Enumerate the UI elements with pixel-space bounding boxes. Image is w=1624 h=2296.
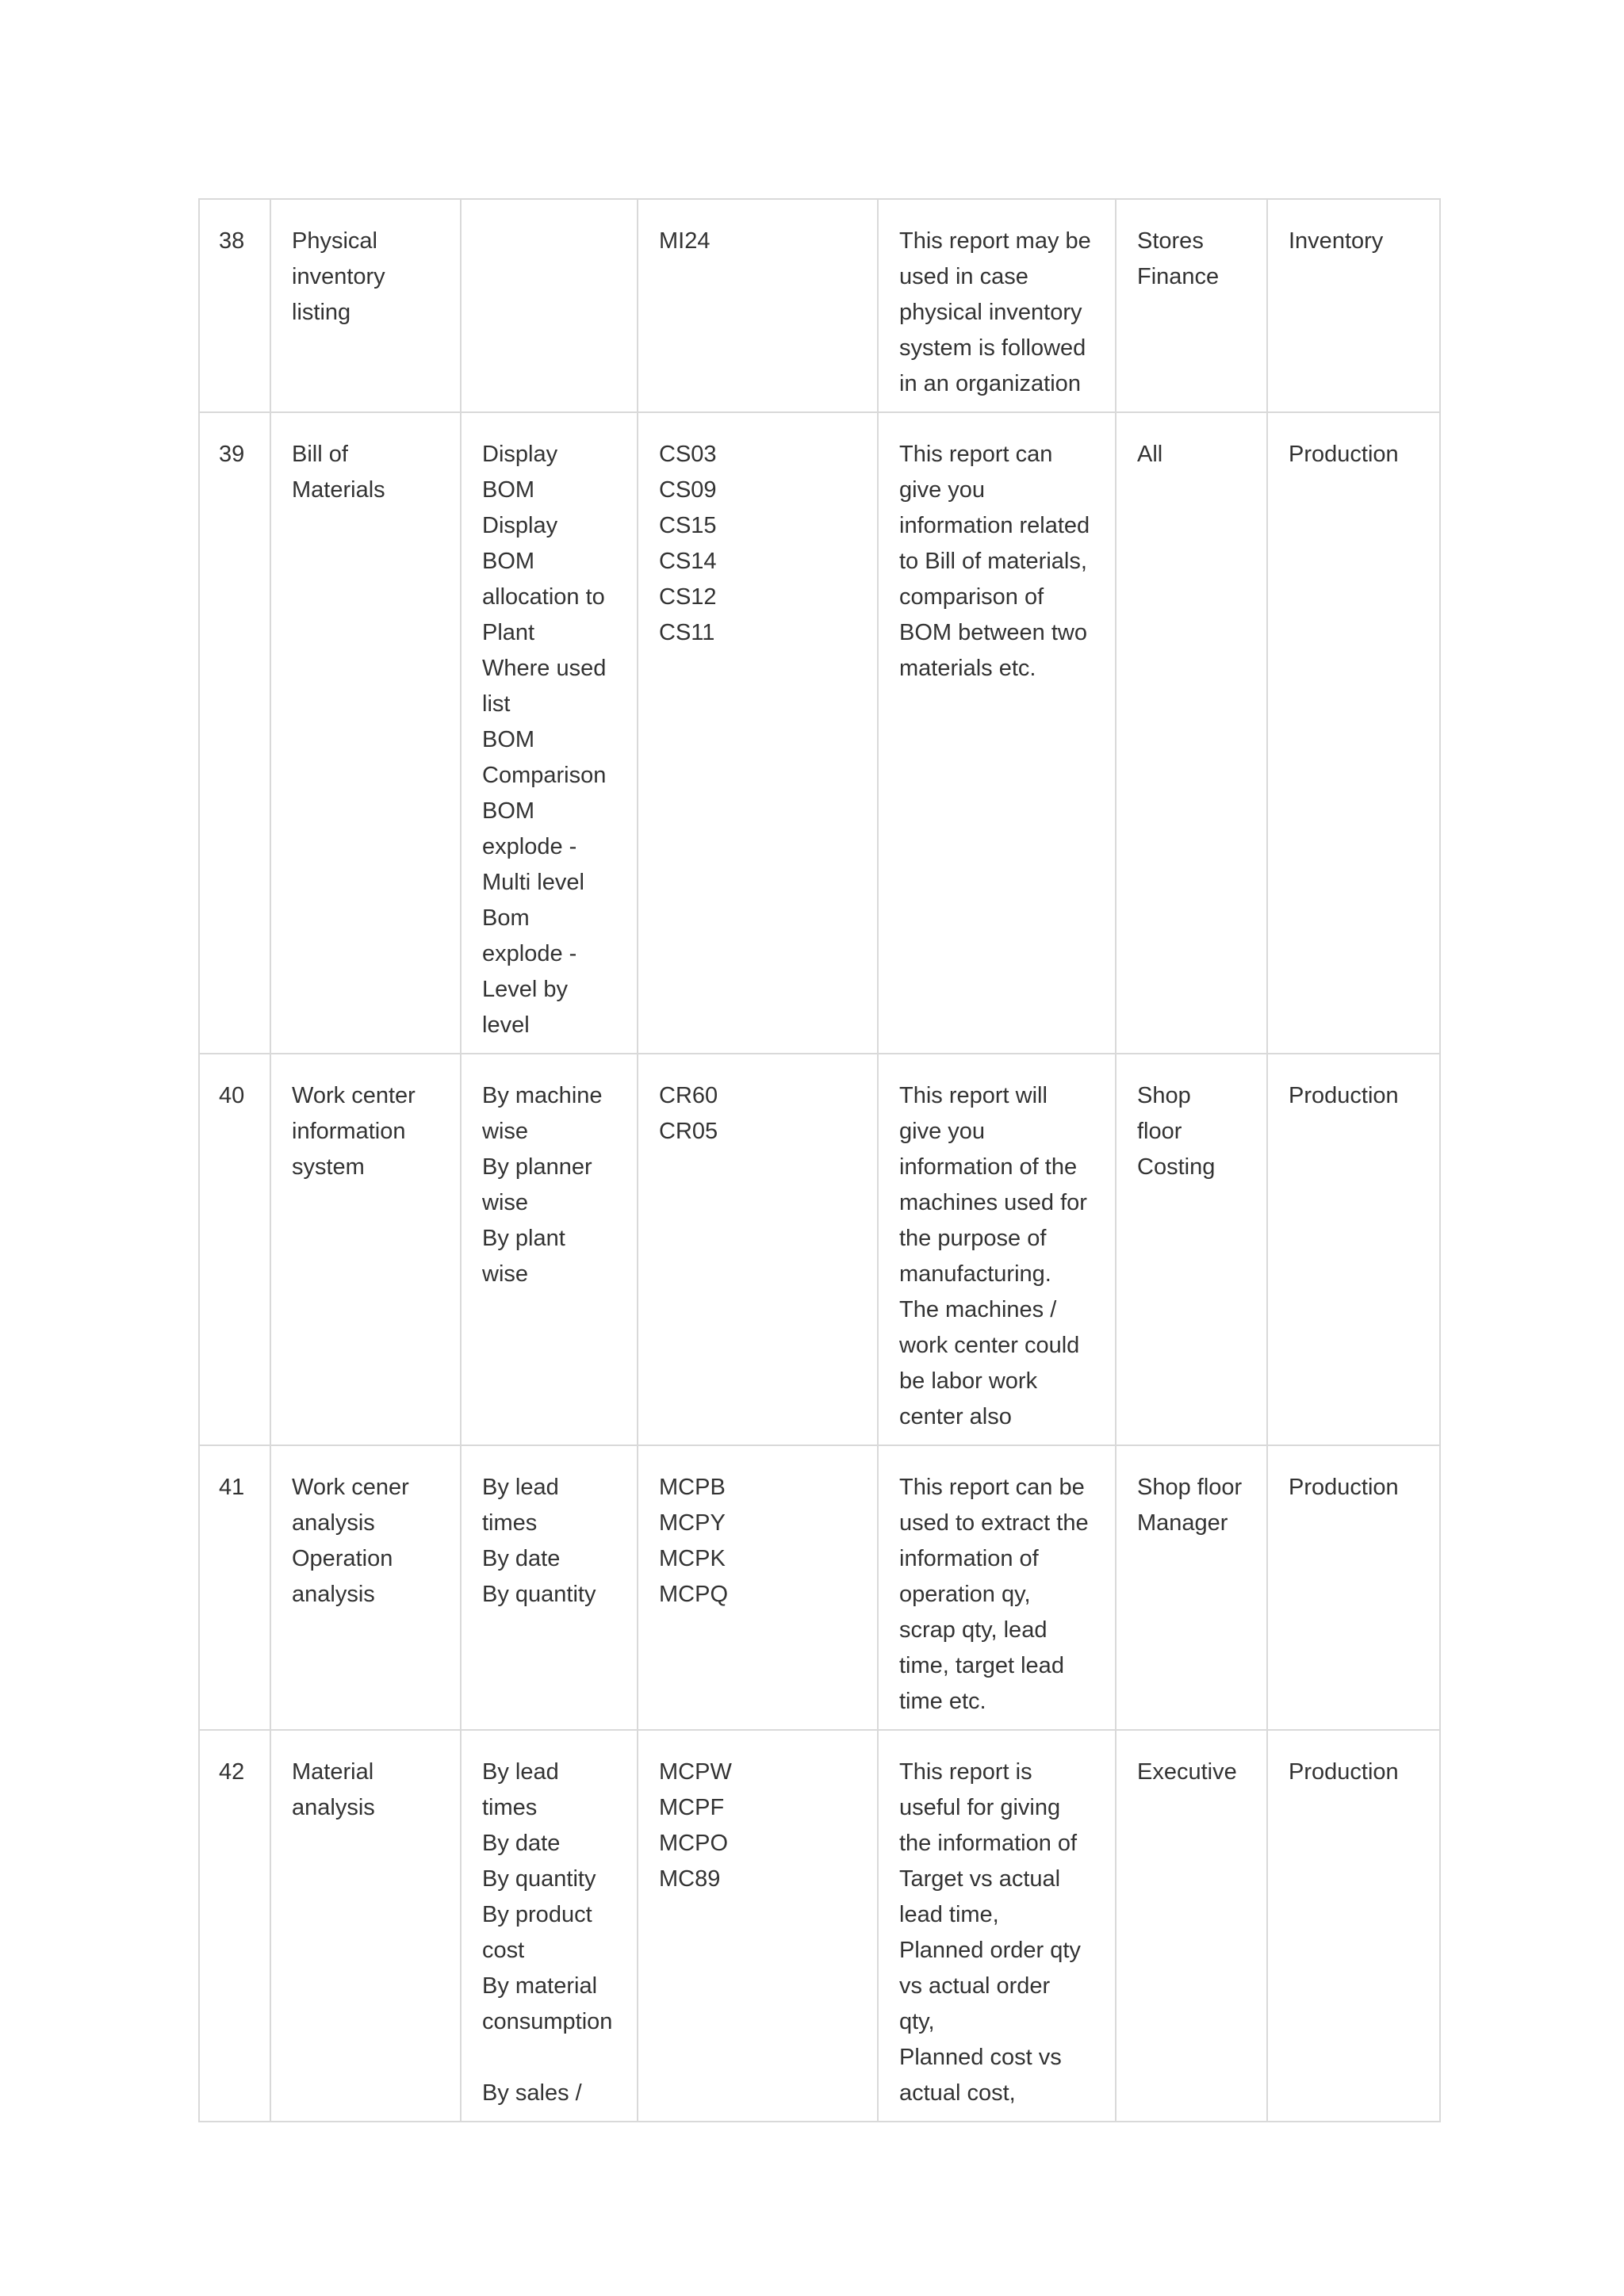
description-line: the information of bbox=[899, 1831, 1078, 1856]
report-options-line: Display bbox=[482, 513, 558, 538]
description-line: This report will bbox=[899, 1083, 1048, 1108]
transaction-codes-line: MCPY bbox=[659, 1510, 726, 1536]
users-line: All bbox=[1137, 442, 1163, 467]
users-line: Finance bbox=[1137, 264, 1220, 289]
description-line: give you bbox=[899, 1119, 986, 1144]
row-number: 42 bbox=[219, 1759, 245, 1785]
transaction-codes-line: CS03 bbox=[659, 442, 717, 467]
transaction-codes-line: MCPQ bbox=[659, 1582, 728, 1607]
report-options-line: wise bbox=[482, 1190, 529, 1215]
row-number-cell bbox=[199, 412, 270, 1054]
module-cell bbox=[1267, 1445, 1440, 1730]
report-options-line: By quantity bbox=[482, 1582, 596, 1607]
report-options-line: cost bbox=[482, 1938, 525, 1963]
description-line: qty, bbox=[899, 2009, 935, 2034]
transaction-codes-cell bbox=[638, 1054, 878, 1445]
row-number-cell bbox=[199, 199, 270, 412]
report-options-line: BOM bbox=[482, 727, 535, 752]
module-line: Production bbox=[1289, 1083, 1399, 1108]
description-line: time, target lead bbox=[899, 1653, 1064, 1678]
row-number: 38 bbox=[219, 228, 245, 254]
description-line: be labor work bbox=[899, 1368, 1038, 1394]
report-options-line: Display bbox=[482, 442, 558, 467]
transaction-codes-line: CR05 bbox=[659, 1119, 718, 1144]
report-name-line: analysis bbox=[292, 1582, 375, 1607]
transaction-codes-line: MC89 bbox=[659, 1866, 721, 1892]
description-line: Planned cost vs bbox=[899, 2045, 1062, 2070]
transaction-codes-line: MI24 bbox=[659, 228, 710, 254]
report-options-line: By planner bbox=[482, 1154, 592, 1180]
report-name-cell bbox=[270, 1445, 461, 1730]
description-line: the purpose of bbox=[899, 1226, 1047, 1251]
description-line: This report is bbox=[899, 1759, 1032, 1785]
description-line: Target vs actual bbox=[899, 1866, 1061, 1892]
report-options-line: Multi level bbox=[482, 870, 584, 895]
report-name-line: information bbox=[292, 1119, 406, 1144]
report-options-line bbox=[482, 2040, 616, 2076]
table-row bbox=[199, 1730, 1440, 2122]
transaction-codes-line: MCPW bbox=[659, 1759, 732, 1785]
report-name-line: inventory bbox=[292, 264, 385, 289]
description-cell bbox=[878, 1054, 1116, 1445]
description-line: in an organization bbox=[899, 371, 1081, 396]
report-name-cell bbox=[270, 199, 461, 412]
description-line: center also bbox=[899, 1404, 1012, 1429]
description-line: materials etc. bbox=[899, 656, 1036, 681]
table-row bbox=[199, 199, 1440, 412]
description-line: scrap qty, lead bbox=[899, 1617, 1048, 1643]
description-line: work center could bbox=[899, 1333, 1080, 1358]
report-options-line: By sales / bbox=[482, 2080, 582, 2106]
description-line: Planned order qty bbox=[899, 1938, 1081, 1963]
report-name-line: Physical bbox=[292, 228, 377, 254]
row-number-cell bbox=[199, 1730, 270, 2122]
report-options-line: By date bbox=[482, 1831, 561, 1856]
report-options-line: level bbox=[482, 1012, 530, 1038]
report-options-line: Comparison bbox=[482, 763, 607, 788]
report-options-line: allocation to bbox=[482, 584, 605, 610]
transaction-codes-cell bbox=[638, 412, 878, 1054]
description-cell bbox=[878, 1445, 1116, 1730]
report-options-line: consumption bbox=[482, 2009, 613, 2034]
report-name-cell bbox=[270, 412, 461, 1054]
users-line: Shop floor bbox=[1137, 1475, 1243, 1500]
report-options-line: By quantity bbox=[482, 1866, 596, 1892]
report-name-line: Work center bbox=[292, 1083, 416, 1108]
description-line: BOM between two bbox=[899, 620, 1087, 645]
report-options-line: list bbox=[482, 691, 511, 717]
description-cell bbox=[878, 199, 1116, 412]
report-options-line: By lead bbox=[482, 1759, 559, 1785]
report-options-line: wise bbox=[482, 1119, 529, 1144]
transaction-codes-cell bbox=[638, 1730, 878, 2122]
transaction-codes-line: MCPK bbox=[659, 1546, 726, 1571]
report-options-line: BOM bbox=[482, 477, 535, 503]
users-cell bbox=[1116, 1054, 1267, 1445]
row-number: 41 bbox=[219, 1475, 245, 1500]
report-options-line: wise bbox=[482, 1261, 529, 1287]
report-options-line: Plant bbox=[482, 620, 535, 645]
description-line: machines used for bbox=[899, 1190, 1087, 1215]
report-name-line: system bbox=[292, 1154, 365, 1180]
report-options-line: By lead bbox=[482, 1475, 559, 1500]
transaction-codes-line: MCPO bbox=[659, 1831, 728, 1856]
users-cell bbox=[1116, 412, 1267, 1054]
table-body bbox=[199, 199, 1440, 2122]
users-line: floor bbox=[1137, 1119, 1182, 1144]
report-name-line: analysis bbox=[292, 1795, 375, 1820]
module-line: Inventory bbox=[1289, 228, 1384, 254]
row-number: 40 bbox=[219, 1083, 245, 1108]
description-line: useful for giving bbox=[899, 1795, 1061, 1820]
report-options-line: Bom bbox=[482, 905, 530, 931]
description-line: information of the bbox=[899, 1154, 1078, 1180]
row-number-cell bbox=[199, 1054, 270, 1445]
report-options-cell bbox=[461, 1054, 638, 1445]
description-line: manufacturing. bbox=[899, 1261, 1051, 1287]
description-line: This report can be bbox=[899, 1475, 1085, 1500]
users-cell bbox=[1116, 199, 1267, 412]
transaction-codes-line: MCPF bbox=[659, 1795, 725, 1820]
report-options-cell bbox=[461, 1445, 638, 1730]
description-line: comparison of bbox=[899, 584, 1044, 610]
report-options-line: By material bbox=[482, 1973, 598, 1999]
users-cell bbox=[1116, 1445, 1267, 1730]
users-line: Executive bbox=[1137, 1759, 1237, 1785]
description-line: The machines / bbox=[899, 1297, 1057, 1322]
report-name-cell bbox=[270, 1054, 461, 1445]
users-cell bbox=[1116, 1730, 1267, 2122]
report-name-line: analysis bbox=[292, 1510, 375, 1536]
description-line: actual cost, bbox=[899, 2080, 1016, 2106]
report-options-cell bbox=[461, 1730, 638, 2122]
report-options-line: BOM bbox=[482, 549, 535, 574]
description-line: time etc. bbox=[899, 1689, 986, 1714]
report-options-line: BOM bbox=[482, 798, 535, 824]
report-options-line: By machine bbox=[482, 1083, 603, 1108]
description-line: to Bill of materials, bbox=[899, 549, 1087, 574]
description-line: used to extract the bbox=[899, 1510, 1089, 1536]
report-options-line: By plant bbox=[482, 1226, 565, 1251]
description-line: vs actual order bbox=[899, 1973, 1051, 1999]
report-name-line: listing bbox=[292, 300, 351, 325]
users-line: Stores bbox=[1137, 228, 1204, 254]
report-name-line: Materials bbox=[292, 477, 385, 503]
report-options-line: explode - bbox=[482, 941, 577, 966]
report-options-line: times bbox=[482, 1795, 538, 1820]
report-options-line: explode - bbox=[482, 834, 577, 859]
module-cell bbox=[1267, 1054, 1440, 1445]
description-line: This report can bbox=[899, 442, 1053, 467]
report-options-line: Level by bbox=[482, 977, 569, 1002]
transaction-codes-line: CS09 bbox=[659, 477, 717, 503]
description-line: give you bbox=[899, 477, 986, 503]
module-line: Production bbox=[1289, 442, 1399, 467]
report-options-cell bbox=[461, 412, 638, 1054]
description-line: operation qy, bbox=[899, 1582, 1031, 1607]
module-cell bbox=[1267, 1730, 1440, 2122]
description-line: This report may be bbox=[899, 228, 1091, 254]
transaction-codes-line: CS12 bbox=[659, 584, 717, 610]
report-options-line: By date bbox=[482, 1546, 561, 1571]
transaction-codes-line: CR60 bbox=[659, 1083, 718, 1108]
module-cell bbox=[1267, 199, 1440, 412]
transaction-codes-line: CS15 bbox=[659, 513, 717, 538]
report-name-line: Material bbox=[292, 1759, 374, 1785]
report-options-line: Where used bbox=[482, 656, 607, 681]
description-line: information related bbox=[899, 513, 1090, 538]
description-cell bbox=[878, 1730, 1116, 2122]
table-row bbox=[199, 1054, 1440, 1445]
report-name-line: Bill of bbox=[292, 442, 348, 467]
module-line: Production bbox=[1289, 1475, 1399, 1500]
users-line: Shop bbox=[1137, 1083, 1191, 1108]
description-line: physical inventory bbox=[899, 300, 1082, 325]
users-line: Costing bbox=[1137, 1154, 1216, 1180]
description-line: used in case bbox=[899, 264, 1028, 289]
users-line: Manager bbox=[1137, 1510, 1228, 1536]
table-row bbox=[199, 412, 1440, 1054]
transaction-codes-line: CS11 bbox=[659, 620, 715, 645]
description-cell bbox=[878, 412, 1116, 1054]
module-cell bbox=[1267, 412, 1440, 1054]
report-name-cell bbox=[270, 1730, 461, 2122]
description-line: lead time, bbox=[899, 1902, 999, 1927]
row-number: 39 bbox=[219, 442, 245, 467]
module-line: Production bbox=[1289, 1759, 1399, 1785]
row-number-cell bbox=[199, 1445, 270, 1730]
report-table bbox=[198, 198, 1441, 2122]
report-name-line: Work cener bbox=[292, 1475, 409, 1500]
report-options-line: By product bbox=[482, 1902, 592, 1927]
table-row bbox=[199, 1445, 1440, 1730]
report-options-line: times bbox=[482, 1510, 538, 1536]
transaction-codes-cell bbox=[638, 1445, 878, 1730]
report-options-cell bbox=[461, 199, 638, 412]
report-name-line: Operation bbox=[292, 1546, 393, 1571]
transaction-codes-line: CS14 bbox=[659, 549, 717, 574]
transaction-codes-line: MCPB bbox=[659, 1475, 726, 1500]
description-line: system is followed bbox=[899, 335, 1086, 361]
transaction-codes-cell bbox=[638, 199, 878, 412]
description-line: information of bbox=[899, 1546, 1039, 1571]
